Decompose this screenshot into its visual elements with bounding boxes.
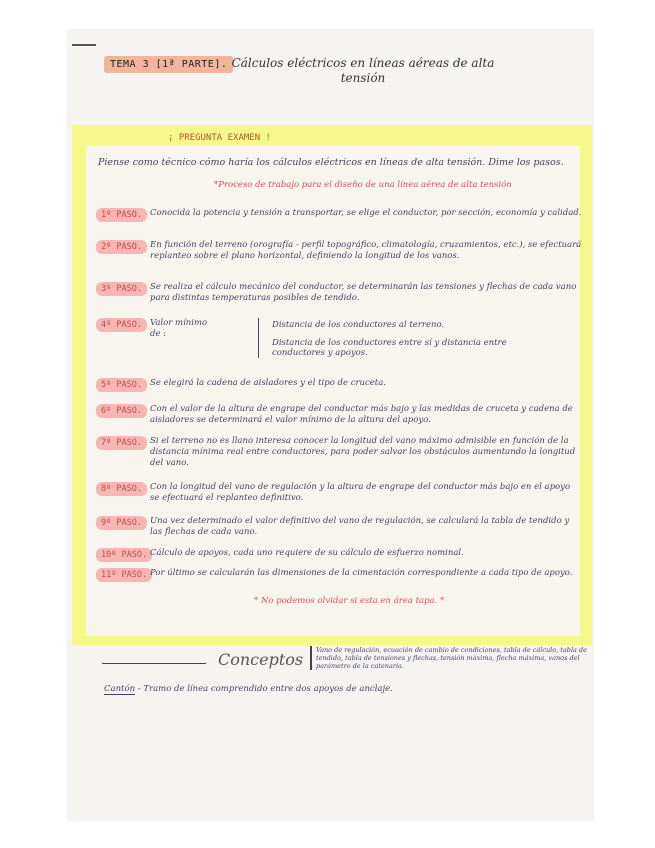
exam-question: Piense como técnico cómo haría los cálculos eléctricos en líneas de alta tensión. Dime los pasos.	[98, 157, 564, 168]
step-label: 6º PASO.	[96, 404, 147, 418]
step-text: Se elegirá la cadena de aisladores y el tipo de cruceta.	[150, 378, 386, 388]
step-text: Cálculo de apoyos, cada uno requiere de su cálculo de esfuerzo nominal.	[150, 548, 464, 558]
canton-definition	[104, 684, 544, 694]
step-text: Conocida la potencia y tensión a transportar, se elige el conductor, por sección, economía y calidad.	[150, 208, 582, 218]
canton-text: - Tramo de línea comprendido entre dos apoyos de anclaje.	[137, 684, 393, 694]
step-4-item: Distancia de los conductores entre sí y distancia entre conductores y apoyos.	[272, 338, 507, 358]
canton-term: Cantón	[104, 684, 136, 694]
step-text: Una vez determinado el valor definitivo del vano de regulación, se calculará la tabla de tendido y las flechas de cada vano.	[150, 516, 570, 537]
page-corner-mark	[72, 44, 96, 46]
step-label: 7º PASO.	[96, 436, 147, 450]
step-text: Se realiza el cálculo mecánico del conductor, se determinarán las tensiones y flechas de cada vano para distintas temperaturas posibles de tendido.	[150, 282, 577, 303]
process-note: *Proceso de trabajo para el diseño de una línea aérea de alta tensión	[214, 180, 512, 190]
step-label: 8º PASO.	[96, 482, 147, 496]
step-label: 11º PASO.	[96, 568, 152, 582]
step-text: En función del terreno (orografía - perfil topográfico, climatología, cruzamientos, etc.), se efectuará replanteo sobre el plano horizontal, definiendo la longitud de los vanos.	[150, 240, 582, 261]
step-label: 4º PASO.	[96, 318, 147, 332]
star-note: * No podemos olvidar si esta en área tapa. *	[254, 596, 445, 606]
step-text: Con la longitud del vano de regulación y la altura de engrape del conductor más bajo en el apoyo se efectuará el replanteo definitivo.	[150, 482, 571, 503]
step-text: Si el terreno no es llano interesa conocer la longitud del vano máximo admisible en función de la distancia mínima real entre conductores, para poder salvar los obstáculos aumentando la longitud del vano.	[150, 436, 576, 468]
concepts-title: Conceptos	[218, 650, 304, 669]
step-label: 10º PASO.	[96, 548, 152, 562]
step-label: 9º PASO.	[96, 516, 147, 530]
step-text: Con el valor de la altura de engrape del conductor más bajo y las medidas de cruceta y cadena de aisladores se determinará el valor mínimo de la altura del apoyo.	[150, 404, 573, 425]
step-label: 5º PASO.	[96, 378, 147, 392]
page-title: Cálculos eléctricos en líneas aéreas de alta tensión	[231, 56, 495, 85]
exam-box	[86, 146, 580, 636]
step-text: Por último se calcularán las dimensiones de la cimentación correspondiente a cada tipo de apoyo.	[150, 568, 573, 578]
exam-question-tag: ¡ PREGUNTA EXAMEN !	[168, 133, 271, 143]
step-text: Valor mínimo de :	[150, 318, 208, 339]
concepts-divider	[102, 663, 206, 664]
step-4-item: Distancia de los conductores al terreno.	[272, 320, 445, 330]
concepts-list: Vano de regulación, ecuación de cambio de condiciones, tabla de cálculo, tabla de tendido, tabla de tensiones y flechas, tensión máxima, flecha máxima, vanos del parámetro de la catenaria.	[310, 646, 596, 670]
step-label: 3º PASO.	[96, 282, 147, 296]
step-label: 1º PASO.	[96, 208, 147, 222]
tema-tag: TEMA 3 [1ª PARTE].	[104, 56, 233, 73]
step-label: 2º PASO.	[96, 240, 147, 254]
brace	[258, 318, 267, 358]
